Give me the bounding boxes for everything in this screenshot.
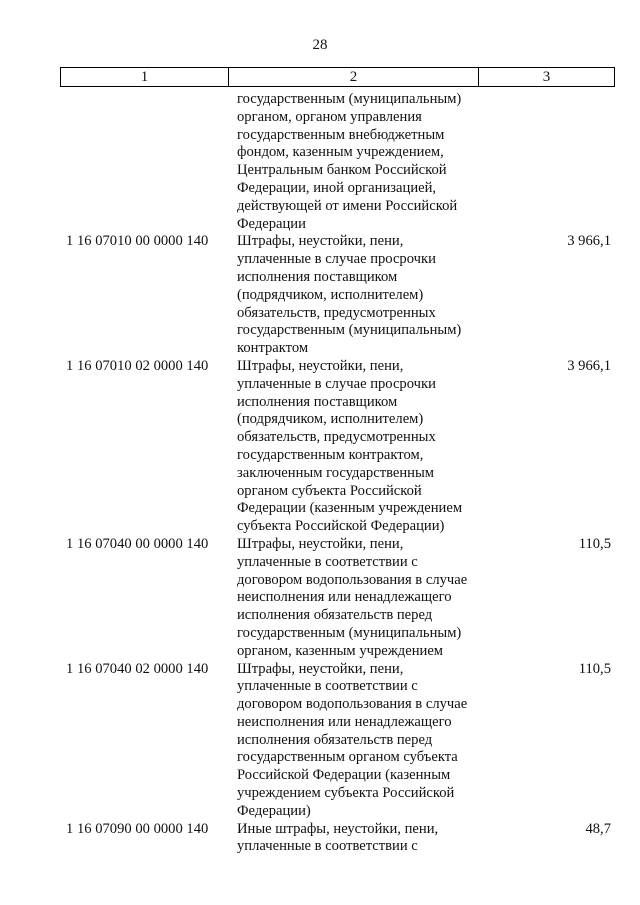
description-line: уплаченные в случае просрочки <box>237 251 436 268</box>
description-line: органом, органом управления <box>237 108 422 125</box>
description-line: уплаченные в соответствии с <box>237 838 418 855</box>
description-line: Федерации (казенным учреждением <box>237 500 463 517</box>
table-row <box>60 821 615 857</box>
description-line: органом субъекта Российской <box>237 482 422 499</box>
description <box>235 821 485 857</box>
description-line: обязательств, предусмотренных <box>237 304 436 321</box>
description-line: исполнения поставщиком <box>237 393 398 410</box>
header-column-2: 2 <box>229 68 479 86</box>
description-line: (подрядчиком, исполнителем) <box>237 286 424 303</box>
description-line: (подрядчиком, исполнителем) <box>237 411 424 428</box>
description-line: заключенным государственным <box>237 464 435 481</box>
description-line: Федерации, иной организацией, <box>237 179 437 196</box>
description-line: исполнения обязательств перед <box>237 731 433 748</box>
amount: 48,7 <box>585 820 611 837</box>
description-line: учреждением субъекта Российской <box>237 785 455 802</box>
description-line: уплаченные в соответствии с <box>237 678 418 695</box>
description-line: договором водопользования в случае <box>237 571 468 588</box>
table-row <box>60 661 615 821</box>
description-line: исполнения обязательств перед <box>237 607 433 624</box>
amount: 110,5 <box>578 535 611 552</box>
description-line: Федерации) <box>237 802 311 819</box>
description-line: органом, казенным учреждением <box>237 642 444 659</box>
budget-code: 1 16 07090 00 0000 140 <box>66 820 209 837</box>
description-line: уплаченные в соответствии с <box>237 553 418 570</box>
amount: 110,5 <box>578 660 611 677</box>
table-row <box>60 233 615 358</box>
budget-code: 1 16 07040 00 0000 140 <box>66 535 209 552</box>
description-line: неисполнения или ненадлежащего <box>237 589 452 606</box>
description <box>235 661 485 821</box>
description-line: государственным (муниципальным) <box>237 322 462 339</box>
description <box>235 536 485 661</box>
table-row <box>60 91 615 233</box>
description-line: государственным органом субъекта <box>237 749 458 766</box>
description-line: государственным контрактом, <box>237 446 424 463</box>
table-row <box>60 358 615 536</box>
table-body <box>60 91 615 856</box>
description-line: договором водопользования в случае <box>237 696 468 713</box>
budget-code <box>60 91 235 233</box>
description <box>235 233 485 358</box>
description-line: исполнения поставщиком <box>237 268 398 285</box>
description-line: субъекта Российской Федерации) <box>237 518 445 535</box>
description-line: контрактом <box>237 340 309 357</box>
amount <box>485 91 615 233</box>
description-line: уплаченные в случае просрочки <box>237 375 436 392</box>
description-line: государственным (муниципальным) <box>237 91 462 107</box>
description-line: Штрафы, неустойки, пени, <box>237 660 404 677</box>
description-line: неисполнения или ненадлежащего <box>237 713 452 730</box>
budget-code: 1 16 07010 02 0000 140 <box>66 357 209 374</box>
description-line: действующей от имени Российской <box>237 197 458 214</box>
table-header <box>60 67 615 87</box>
header-column-1: 1 <box>61 68 229 86</box>
budget-code: 1 16 07010 00 0000 140 <box>66 233 209 250</box>
amount: 3 966,1 <box>567 233 611 250</box>
description-line: фондом, казенным учреждением, <box>237 144 444 161</box>
table-row <box>60 536 615 661</box>
header-column-3: 3 <box>542 69 551 85</box>
budget-code: 1 16 07040 02 0000 140 <box>66 660 209 677</box>
description-line: Иные штрафы, неустойки, пени, <box>237 820 439 837</box>
description-line: Штрафы, неустойки, пени, <box>237 233 404 250</box>
page-number: 28 <box>312 37 328 53</box>
description-line: Центральным банком Российской <box>237 162 447 179</box>
amount: 3 966,1 <box>567 357 611 374</box>
description-line: Федерации <box>237 215 306 232</box>
description-line: Штрафы, неустойки, пени, <box>237 535 404 552</box>
description <box>235 358 485 536</box>
description-line: государственным внебюджетным <box>237 126 445 143</box>
description-line: Штрафы, неустойки, пени, <box>237 357 404 374</box>
description-line: обязательств, предусмотренных <box>237 429 436 446</box>
description <box>235 91 485 233</box>
description-line: государственным (муниципальным) <box>237 624 462 641</box>
description-line: Российской Федерации (казенным <box>237 767 451 784</box>
